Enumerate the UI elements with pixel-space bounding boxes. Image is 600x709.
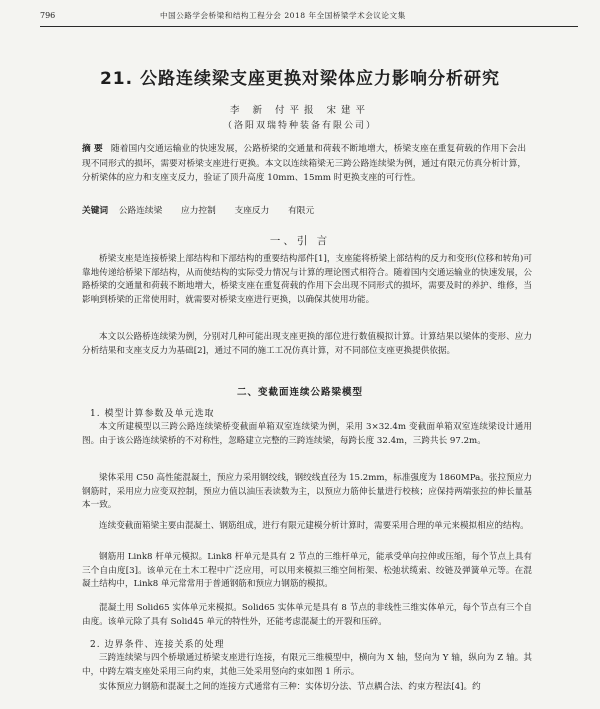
model-paragraph-2: 梁体采用 C50 高性能混凝土，预应力采用钢绞线，钢绞线直径为 15.2mm，标准强度为 1860MPa。张拉预应力钢筋时，采用应力应变双控制，预应力值以油压表读数为主，以预应力筋伸长量进行校核；应保持两端张拉的伸长量基本一致。	[82, 473, 532, 511]
page-number: 796	[40, 11, 56, 20]
keyword: 有限元	[288, 206, 315, 216]
keyword: 应力控制	[181, 206, 216, 216]
model-paragraph-7: 实体预应力钢筋和混凝土之间的连接方式通常有三种：实体切分法、节点耦合法、约束方程法[4]。约	[99, 682, 481, 692]
abstract-text: 随着国内交通运输业的快速发展，公路桥梁的交通量和荷载不断地增大，桥梁支座在重复荷载的作用下会出现不同形式的损坏，需要对桥梁支座进行更换。本文以连续箱梁无三跨公路连续梁为例，通过有限元仿真分析计算，分析梁体的应力和支座支反力，验证了顶升高度 10mm、15mm 时更换支座的可行性。	[82, 144, 527, 183]
section-heading-model: 二、变截面连续公路梁模型	[236, 387, 363, 398]
model-paragraph-1: 本文所建模型以三跨公路连续梁桥变截面单箱双室连续梁为例，采用 3×32.4m 变截面单箱双室连续梁设计通用图。由于该公路连续梁桥的不对称性，忽略建立完整的三跨连续梁，每跨长度 32.4m，三跨共长 97.2m。	[82, 422, 532, 446]
model-paragraph-4: 钢筋用 Link8 杆单元模拟。Link8 杆单元是具有 2 节点的三维杆单元，能承受单向拉伸或压缩，每个节点上具有三个自由度[3]。该单元在土木工程中广泛应用，可以用来模拟三维空间桁架、松弛状缆索、绞链及弹簧单元等。在混凝土结构中，Link8 单元常常用于普通钢筋和预应力钢筋的模拟。	[82, 552, 532, 590]
model-paragraph-5: 混凝土用 Solid65 实体单元来模拟。Solid65 实体单元是具有 8 节点的非线性三维实体单元，每个节点有三个自由度。该单元除了具有 Solid45 单元的特性外，还能考虑混凝土的开裂和压碎。	[82, 603, 532, 627]
model-paragraph-3: 连续变截面箱梁主要由混凝土、钢筋组成，进行有限元建模分析计算时，需要采用合理的单元来模拟相应的结构。	[99, 521, 529, 531]
intro-paragraph-2: 本文以公路桥连续梁为例，分别对几种可能出现支座更换的部位进行数值模拟计算。计算结果以梁体的变形、应力分析结果和支座支反力为基础[2]，通过不同的施工工况仿真计算，对不同部位支座更换提供依据。	[82, 332, 532, 356]
abstract-label: 摘 要	[82, 144, 103, 154]
keywords	[82, 204, 526, 218]
model-paragraph-6: 三跨连续梁与四个桥墩通过桥梁支座进行连接，有限元三维模型中，横向为 X 轴，竖向为 Y 轴，纵向为 Z 轴。其中，中跨左端支座处采用三向约束，其他三处采用竖向约束如图 1 所示。	[82, 653, 532, 677]
journal-title: 中国公路学会桥梁和结构工程分会 2018 年全国桥梁学术会议论文集	[160, 11, 406, 20]
header-divider	[40, 26, 578, 27]
affiliation: （洛阳双瑞特种装备有限公司）	[222, 121, 377, 131]
intro-paragraph-1: 桥梁支座是连接桥梁上部结构和下部结构的重要结构部件[1]，支座能将桥梁上部结构的反力和变形(位移和转角)可靠地传递给桥梁下部结构，从而使结构的实际受力情况与计算的理论图式相符合。随着国内交通运输业的快速发展，公路桥梁的交通量和荷载不断地增大，桥梁支座在重复荷载的作用下会出现不同形式的损坏，需要及时的养护、维修，当影响到桥梁的正常使用时，就需要对桥梁支座进行更换，以确保其使用功能。	[82, 254, 532, 305]
running-head	[40, 8, 578, 24]
abstract	[82, 142, 526, 186]
keyword: 支座反力	[234, 206, 270, 216]
authors: 李 新 付平报 宋建平	[229, 105, 371, 116]
paper-title: 21. 公路连续梁支座更换对梁体应力影响分析研究	[99, 69, 501, 89]
keywords-label: 关键词	[82, 206, 109, 216]
subsection-heading-parameters: 1. 模型计算参数及单元选取	[90, 409, 215, 419]
keyword: 公路连续梁	[118, 206, 163, 216]
section-heading-introduction: 一、引 言	[269, 235, 331, 247]
subsection-heading-boundary: 2. 边界条件、连接关系的处理	[90, 640, 225, 650]
